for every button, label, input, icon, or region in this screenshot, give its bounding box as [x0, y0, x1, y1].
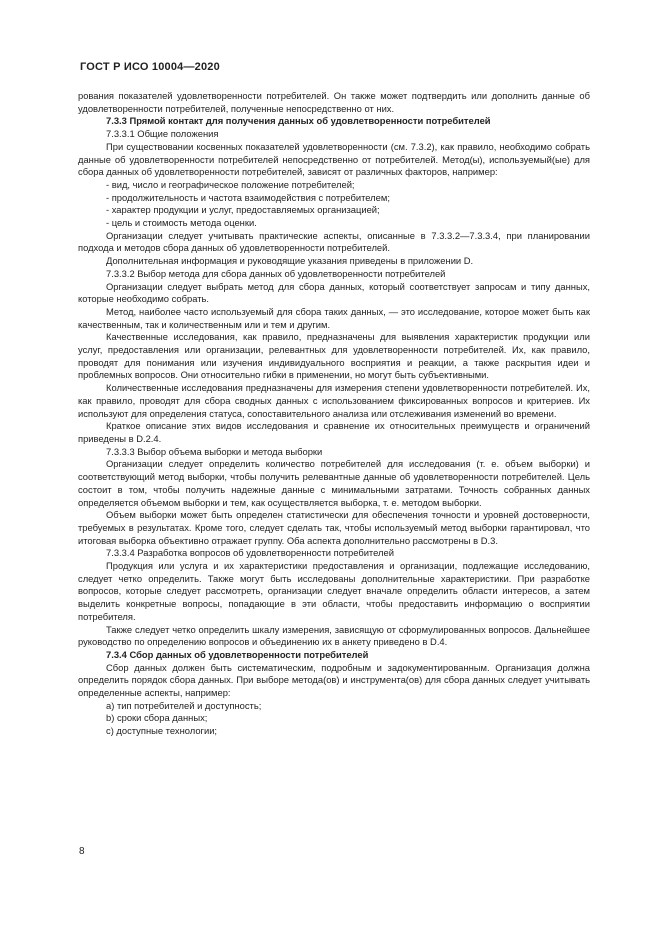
- paragraph: Организации следует учитывать практические аспекты, описанные в 7.3.3.2—7.3.3.4, при планировании подхода и методов сбора данных об удовлетворенности потребителей.: [78, 229, 590, 254]
- subsection-heading-7-3-3-2: 7.3.3.2 Выбор метода для сбора данных об удовлетворенности потребителей: [106, 267, 446, 279]
- paragraph: Организации следует определить количество потребителей для исследования (т. е. объем выборки) и соответствующий метод выборки, чтобы получить релевантные данные об удовлетворенности потребителей. Цель состоит в том, чтобы получить надежные данные с минимальными затратами. Точность собранных данных определяется объемом выборки и тем, как осуществляется выборка, т. е. методом выборки.: [78, 458, 590, 508]
- paragraph: При существовании косвенных показателей удовлетворенности (см. 7.3.2), как правило, необходимо собрать данные об удовлетворенности потребителей непосредственно от потребителей. Метод(ы), используемый(ые) для сбора данных об удовлетворенности потребителей, зависят от различных факторов, например:: [78, 140, 590, 178]
- paragraph: Также следует четко определить шкалу измерения, зависящую от сформулированных вопросов. Дальнейшее руководство по определению вопросов и объединению их в анкету приведено в D.4.: [78, 623, 590, 648]
- document-body: [78, 90, 590, 738]
- document-header: ГОСТ Р ИСО 10004—2020: [80, 61, 220, 73]
- list-item: - продолжительность и частота взаимодействия с потребителем;: [106, 191, 390, 203]
- list-item: - вид, число и географическое положение потребителей;: [106, 178, 355, 190]
- subsection-heading-7-3-3-3: 7.3.3.3 Выбор объема выборки и метода выборки: [106, 445, 323, 457]
- paragraph: Метод, наиболее часто используемый для сбора таких данных, — это исследование, которое может быть как качественным, так и количественным или и тем и другим.: [78, 305, 590, 330]
- paragraph: Дополнительная информация и руководящие указания приведены в приложении D.: [106, 255, 474, 267]
- list-item: - характер продукции и услуг, предоставляемых организацией;: [106, 204, 380, 216]
- list-item: b) сроки сбора данных;: [106, 712, 208, 724]
- list-item: a) тип потребителей и доступность;: [106, 699, 262, 711]
- paragraph: рования показателей удовлетворенности потребителей. Он также может подтвердить или дополнить данные об удовлетворенности потребителей, полученные непосредственно от них.: [78, 90, 590, 114]
- paragraph: Объем выборки может быть определен статистически для обеспечения точности и уровней достоверности, требуемых в результатах. Кроме того, следует сделать так, чтобы используемый метод выборки гарантировал, что итоговая выборка объективно отражает группу. Оба аспекта дополнительно рассмотрены в D.3.: [78, 509, 590, 546]
- subsection-heading-7-3-3-4: 7.3.3.4 Разработка вопросов об удовлетворенности потребителей: [106, 547, 394, 559]
- list-item: - цель и стоимость метода оценки.: [106, 217, 257, 229]
- page-number: 8: [79, 846, 85, 857]
- section-heading-7-3-3: 7.3.3 Прямой контакт для получения данных об удовлетворенности потребителей: [106, 115, 491, 127]
- section-heading-7-3-4: 7.3.4 Сбор данных об удовлетворенности потребителей: [106, 648, 369, 660]
- paragraph: Организации следует выбрать метод для сбора данных, который соответствует запросам и типу данных, которые необходимо собрать.: [78, 280, 590, 305]
- paragraph: Краткое описание этих видов исследования и сравнение их относительных преимуществ и ограничений приведены в D.2.4.: [78, 420, 590, 444]
- paragraph: Сбор данных должен быть систематическим, подробным и задокументированным. Организация должна определить порядок сбора данных. При выборе метода(ов) и инструмента(ов) для сбора данных следует учитывать определенные аспекты, например:: [78, 661, 590, 699]
- subsection-heading-7-3-3-1: 7.3.3.1 Общие положения: [106, 128, 219, 140]
- paragraph: Количественные исследования предназначены для измерения степени удовлетворенности потребителей. Их, как правило, проводят для сбора сводных данных с использованием фиксированных вопросов и критериев. Их используют для определения статуса, сопоставительного анализа или отслеживания изменений во времени.: [78, 382, 590, 419]
- paragraph: Продукция или услуга и их характеристики предоставления и организации, подлежащие исследованию, следует четко определить. Также могут быть исследованы дополнительные характеристики. При разработке вопросов, которые следует рассмотреть, организации следует вначале определить области интересов, а затем выделить конкретные вопросы, попадающие в эти области, чтобы предоставить информацию о восприятии потребителя.: [78, 560, 590, 622]
- list-item: c) доступные технологии;: [106, 725, 218, 737]
- paragraph: Качественные исследования, как правило, предназначены для выявления характеристик продукции или услуг, предоставления или организации, релевантных для удовлетворенности потребителей. Их, как правило, проводят для понимания или изучения индивидуального восприятия и реакции, а также раскрытия идеи и проблемных вопросов. Они относительно гибки в применении, но могут быть субъективными.: [78, 331, 590, 381]
